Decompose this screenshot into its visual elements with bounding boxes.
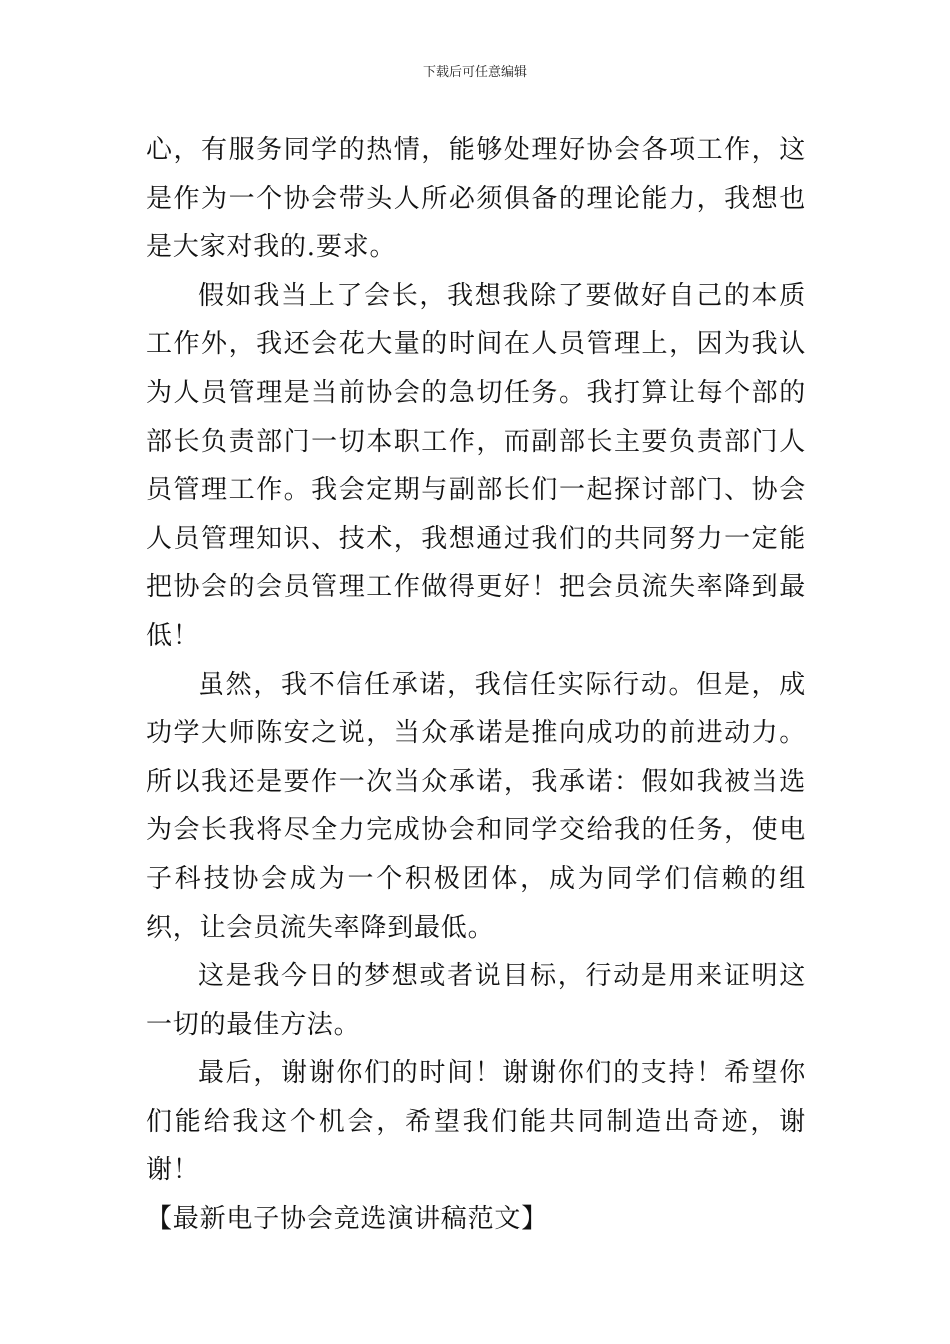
page-header-note: 下载后可任意编辑 — [422, 65, 527, 80]
document-body — [146, 126, 806, 1244]
paragraph-5: 最后，谢谢你们的时间！谢谢你们的支持！希望你们能给我这个机会，希望我们能共同制造出奇迹，谢谢！ — [146, 1058, 806, 1186]
paragraph-3: 虽然，我不信任承诺，我信任实际行动。但是，成功学大师陈安之说，当众承诺是推向成功的前进动力。所以我还是要作一次当众承诺，我承诺：假如我被当选为会长我将尽全力完成协会和同学交给我的任务，使电子科技协会成为一个积极团体，成为同学们信赖的组织，让会员流失率降到最低。 — [146, 669, 806, 943]
document-title: 【最新电子协会竞选演讲稿范文】 — [146, 1204, 549, 1235]
paragraph-1: 心，有服务同学的热情，能够处理好协会各项工作，这是作为一个协会带头人所必须俱备的理论能力，我想也是大家对我的.要求。 — [146, 135, 806, 263]
paragraph-4: 这是我今日的梦想或者说目标，行动是用来证明这一切的最佳方法。 — [146, 961, 806, 1040]
paragraph-2: 假如我当上了会长，我想我除了要做好自己的本质工作外，我还会花大量的时间在人员管理上，因为我认为人员管理是当前协会的急切任务。我打算让每个部的部长负责部门一切本职工作，而副部长主要负责部门人员管理工作。我会定期与副部长们一起探讨部门、协会人员管理知识、技术，我想通过我们的共同努力一定能把协会的会员管理工作做得更好！把会员流失率降到最低！ — [146, 280, 806, 651]
